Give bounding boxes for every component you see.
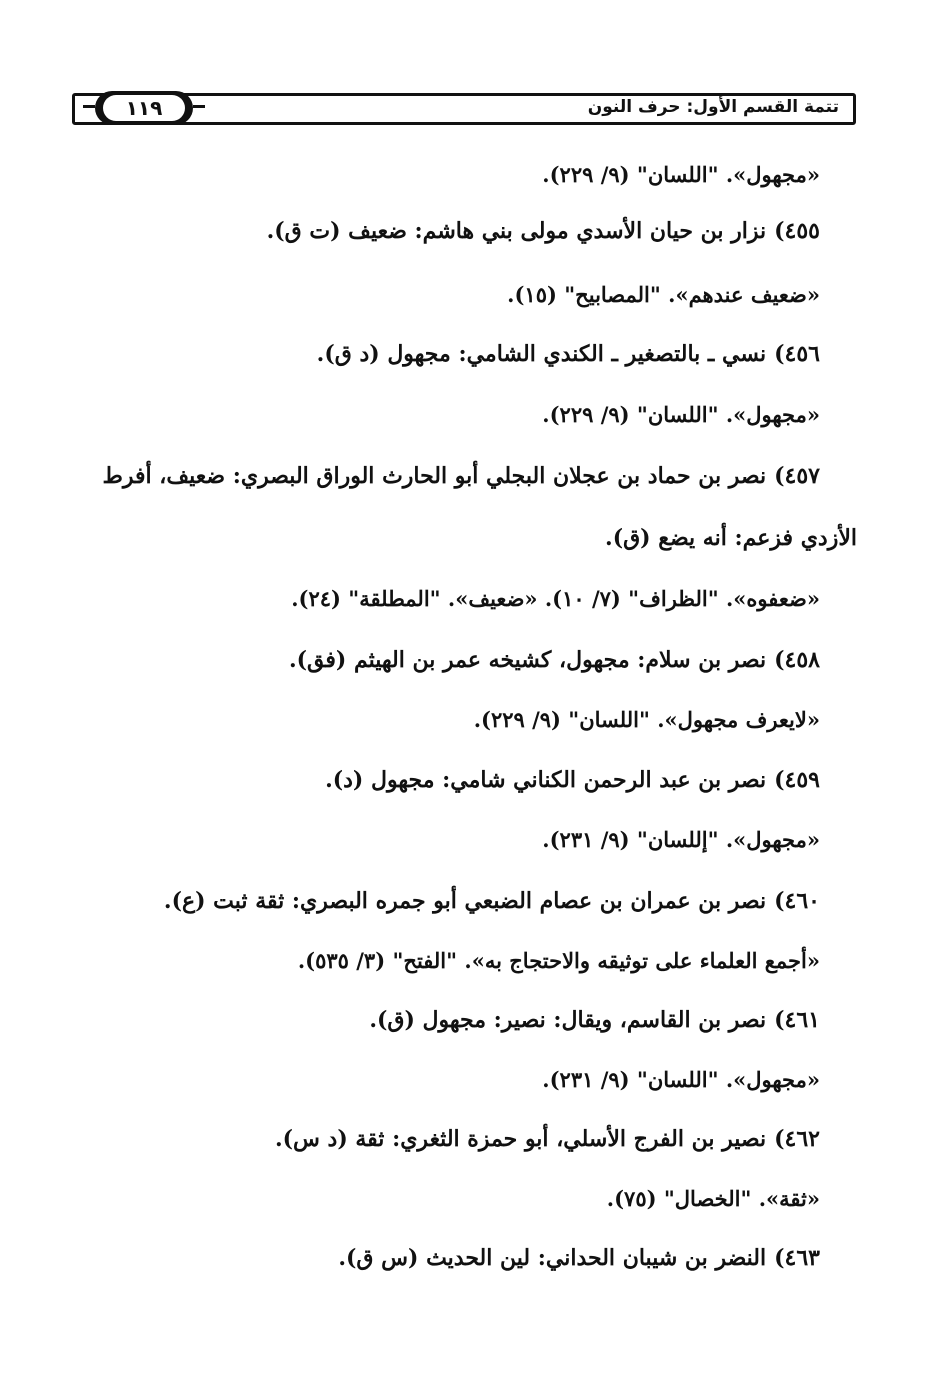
entry-number: ٤٥٥) xyxy=(774,218,820,244)
narrator-entry xyxy=(103,459,820,493)
running-header xyxy=(72,93,856,125)
entry-number: ٤٥٧) xyxy=(774,463,820,489)
narrator-entry xyxy=(338,1241,820,1275)
entry-number: ٤٦٠) xyxy=(774,888,820,914)
entry-text: نصر بن حماد بن عجلان البجلي أبو الحارث الوراق البصري: ضعيف، أفرط xyxy=(102,463,767,489)
reference-note: «أجمع العلماء على توثيقه والاحتجاج به». "الفتح" (٣/ ٥٣٥). xyxy=(297,948,820,973)
page-number-badge xyxy=(95,91,193,125)
entry-number: ٤٥٩) xyxy=(774,767,820,793)
narrator-entry xyxy=(267,214,820,248)
page-number: ١١٩ xyxy=(103,95,185,121)
entry-text: نصر بن عبد الرحمن الكناني شامي: مجهول (د). xyxy=(325,767,767,793)
reference-note: «لايعرف مجهول». "اللسان" (٩/ ٢٢٩). xyxy=(473,707,820,732)
entry-text: نسي ـ بالتصغير ـ الكندي الشامي: مجهول (د ق). xyxy=(316,341,767,367)
entry-continuation: الأزدي فزعم: أنه يضع (ق). xyxy=(605,525,857,551)
narrator-entry xyxy=(275,1122,820,1156)
entry-text: نزار بن حيان الأسدي مولى بني هاشم: ضعيف (ت ق). xyxy=(266,218,767,244)
entry-text: نصير بن الفرج الأسلي، أبو حمزة الثغري: ثقة (د س). xyxy=(274,1126,767,1152)
reference-note: «مجهول». "اللسان" (٩/ ٢٢٩). xyxy=(542,162,820,187)
entry-number: ٤٥٨) xyxy=(774,647,820,673)
entry-number: ٤٦٣) xyxy=(774,1245,820,1271)
reference-note: «ضعيف عندهم». "المصابيح" (١٥). xyxy=(507,282,820,307)
header-title: تتمة القسم الأول: حرف النون xyxy=(587,97,839,117)
entry-text: نصر بن عمران بن عصام الضبعي أبو جمره البصري: ثقة ثبت (ع). xyxy=(163,888,767,914)
narrator-entry xyxy=(317,337,820,371)
narrator-entry xyxy=(369,1003,820,1037)
entry-number: ٤٥٦) xyxy=(774,341,820,367)
narrator-entry xyxy=(289,643,820,677)
narrator-entry xyxy=(325,763,820,797)
reference-note: «ضعفوه». "الظراف" (٧/ ١٠). «ضعيف». "المطلقة" (٢٤). xyxy=(291,586,820,611)
reference-note: «مجهول». "اللسان" (٩/ ٢٢٩). xyxy=(542,402,820,427)
entry-number: ٤٦١) xyxy=(774,1007,820,1033)
narrator-entry xyxy=(164,884,820,918)
entry-number: ٤٦٢) xyxy=(774,1126,820,1152)
reference-note: «ثقة». "الخصال" (٧٥). xyxy=(606,1186,820,1211)
reference-note: «مجهول». "إللسان" (٩/ ٢٣١). xyxy=(542,827,820,852)
entry-text: نصر بن سلام: مجهول، كشيخه عمر بن الهيثم (فق). xyxy=(288,647,767,673)
entry-text: نصر بن القاسم، ويقال: نصير: مجهول (ق). xyxy=(369,1007,767,1033)
entry-text: النضر بن شيبان الحداني: لين الحديث (س ق). xyxy=(338,1245,767,1271)
reference-note: «مجهول». "اللسان" (٩/ ٢٣١). xyxy=(542,1067,820,1092)
